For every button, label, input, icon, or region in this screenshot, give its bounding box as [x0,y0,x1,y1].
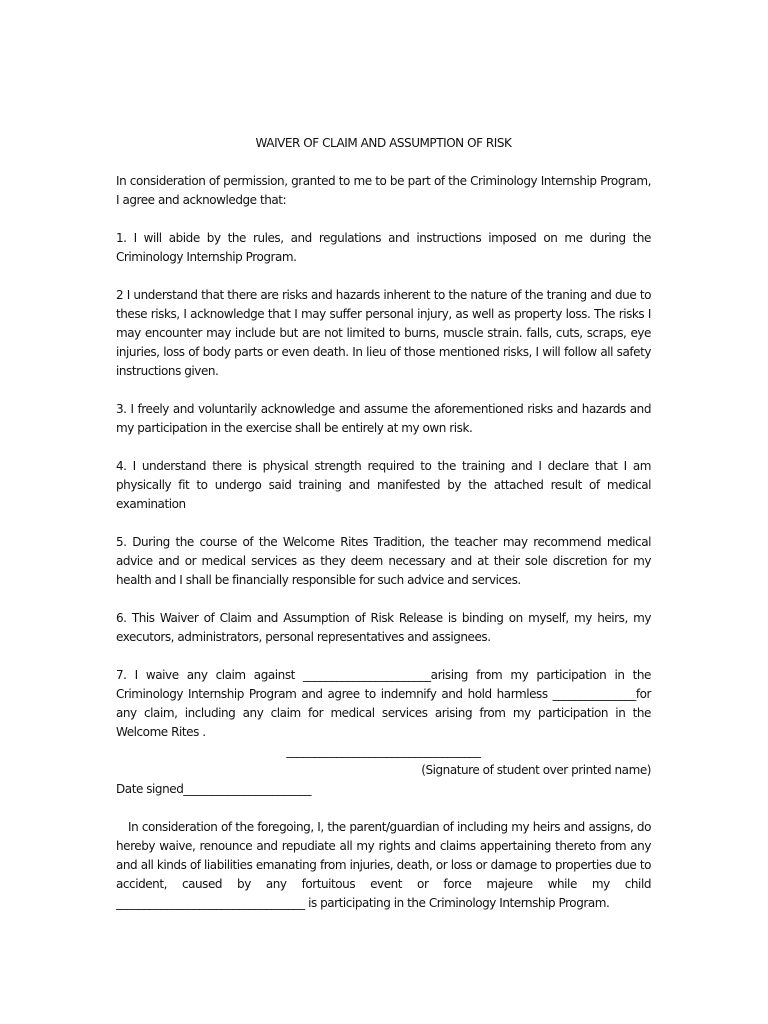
clause-3: 3. I freely and voluntarily acknowledge and assume the aforementioned risks and hazards and my participation in the exercise shall be entirely at my own risk. [116,402,651,435]
document-title: WAIVER OF CLAIM AND ASSUMPTION OF RISK [255,136,512,150]
signature-caption: (Signature of student over printed name) [421,763,651,777]
clause-6: 6. This Waiver of Claim and Assumption of Risk Release is binding on myself, my heirs, my executors, administrators, personal representatives and assignees. [116,611,651,644]
clause-1: 1. I will abide by the rules, and regulations and instructions imposed on me during the Criminology Internship Program. [116,231,651,264]
signature-line: ___________________________________ [286,744,481,758]
clause-7: 7. I waive any claim against _______________________arising from my participation in the Criminology Internship Program and agree to indemnify and hold harmless _______________for any claim, including any claim for medical services arising from my participation in the Welcome Rites . [116,668,651,739]
clause-2: 2 I understand that there are risks and hazards inherent to the nature of the traning and due to these risks, I acknowledge that I may suffer personal injury, as well as property loss. The risks I may encounter may include but are not limited to burns, muscle strain. falls, cuts, scraps, eye injuries, loss of body parts or even death. In lieu of those mentioned risks, I will follow all safety instructions given. [116,288,651,378]
clause-5: 5. During the course of the Welcome Rites Tradition, the teacher may recommend medical advice and or medical services as they deem necessary and at their sole discretion for my health and I shall be financially responsible for such advice and services. [116,535,651,587]
guardian-paragraph: In consideration of the foregoing, I, the parent/guardian of including my heirs and assigns, do hereby waive, renounce and repudiate all my rights and claims appertaining thereto from any and all kinds of liabilities emanating from injuries, death, or loss or damage to properties due to accident, caused by any fortuitous event or force majeure while my child __________________________________ is participating in the Criminology Internship Program. [116,820,651,910]
clause-4: 4. I understand there is physical strength required to the training and I declare that I am physically fit to undergo said training and manifested by the attached result of medical examination [116,459,651,511]
date-signed-line: Date signed_______________________ [116,782,312,796]
document-body [116,134,651,932]
intro-paragraph: In consideration of permission, granted to me to be part of the Criminology Internship Program, I agree and acknowledge that: [116,174,651,207]
